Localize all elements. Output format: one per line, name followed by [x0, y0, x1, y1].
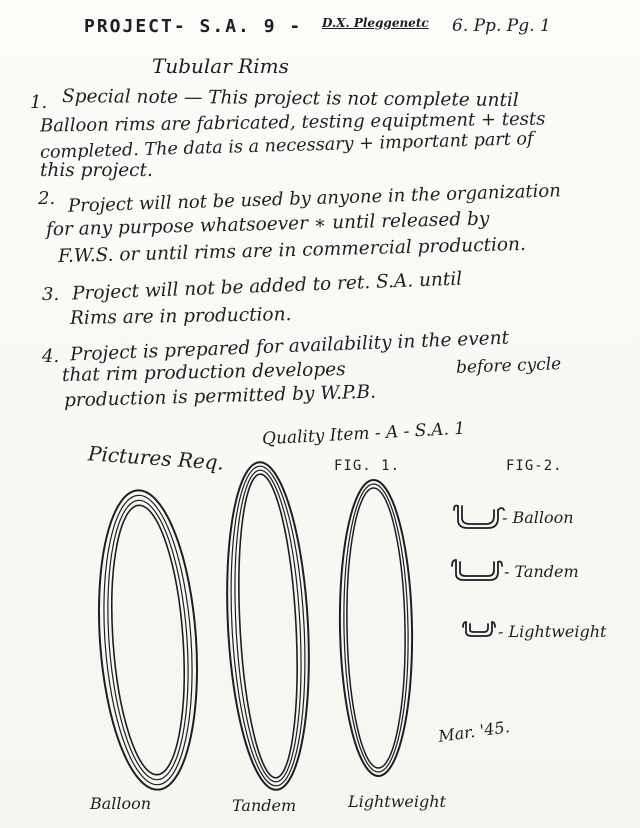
note-1-line-4: this project.: [40, 160, 153, 181]
tandem-rim-section-icon: [452, 560, 502, 580]
signature-date: Mar. '45.: [437, 717, 511, 746]
caption-balloon: Balloon: [90, 794, 152, 813]
page-title: Tubular Rims: [152, 54, 289, 78]
note-4-number: 4.: [42, 346, 60, 367]
note-2-line-3: F.W.S. or until rims are in commercial production.: [57, 233, 527, 268]
note-1-line-3: completed. The data is a necessary + important part of: [39, 129, 534, 163]
project-heading: PROJECT- S.A. 9 -: [84, 16, 303, 37]
note-3-line-2: Rims are in production.: [69, 304, 292, 329]
lightweight-rim-drawing: [337, 479, 414, 776]
figure-1-label: FIG. 1.: [334, 458, 401, 474]
caption-tandem: Tandem: [232, 796, 297, 815]
note-1-line-2: Balloon rims are fabricated, testing equiptment + tests: [39, 108, 546, 137]
balloon-rim-drawing: [90, 487, 207, 793]
note-4-insertion: before cycle: [455, 354, 562, 378]
note-1-number: 1.: [30, 92, 48, 113]
section-label-tandem: - Tandem: [504, 562, 579, 581]
note-2-number: 2.: [38, 188, 56, 209]
tandem-rim-drawing: [219, 460, 316, 792]
caption-lightweight: Lightweight: [348, 792, 446, 811]
note-2-line-1: Project will not be used by anyone in the organization: [67, 180, 562, 217]
note-2-line-2: for any purpose whatsoever ∗ until released by: [45, 208, 490, 241]
section-label-lightweight: - Lightweight: [498, 622, 607, 641]
pictures-required-label: Pictures Req.: [87, 441, 225, 475]
note-4-line-2: that rim production developes: [61, 359, 346, 386]
quality-item-label: Quality Item - A - S.A. 1: [261, 418, 466, 450]
note-4-line-1: Project is prepared for availability in the event: [69, 327, 510, 366]
note-3-line-1: Project will not be added to ret. S.A. until: [71, 268, 463, 305]
author-note: D.X. Pleggenetc: [322, 16, 429, 30]
note-4-line-3: production is permitted by W.P.B.: [63, 381, 377, 412]
figure-2-label: FIG-2.: [506, 458, 563, 474]
section-label-balloon: - Balloon: [502, 508, 574, 527]
note-1-line-1: Special note — This project is not complete until: [61, 86, 519, 111]
lightweight-rim-section-icon: [463, 622, 495, 636]
note-3-number: 3.: [42, 284, 60, 305]
page-number: 6. Pp. Pg. 1: [452, 16, 551, 36]
balloon-rim-section-icon: [454, 506, 504, 529]
